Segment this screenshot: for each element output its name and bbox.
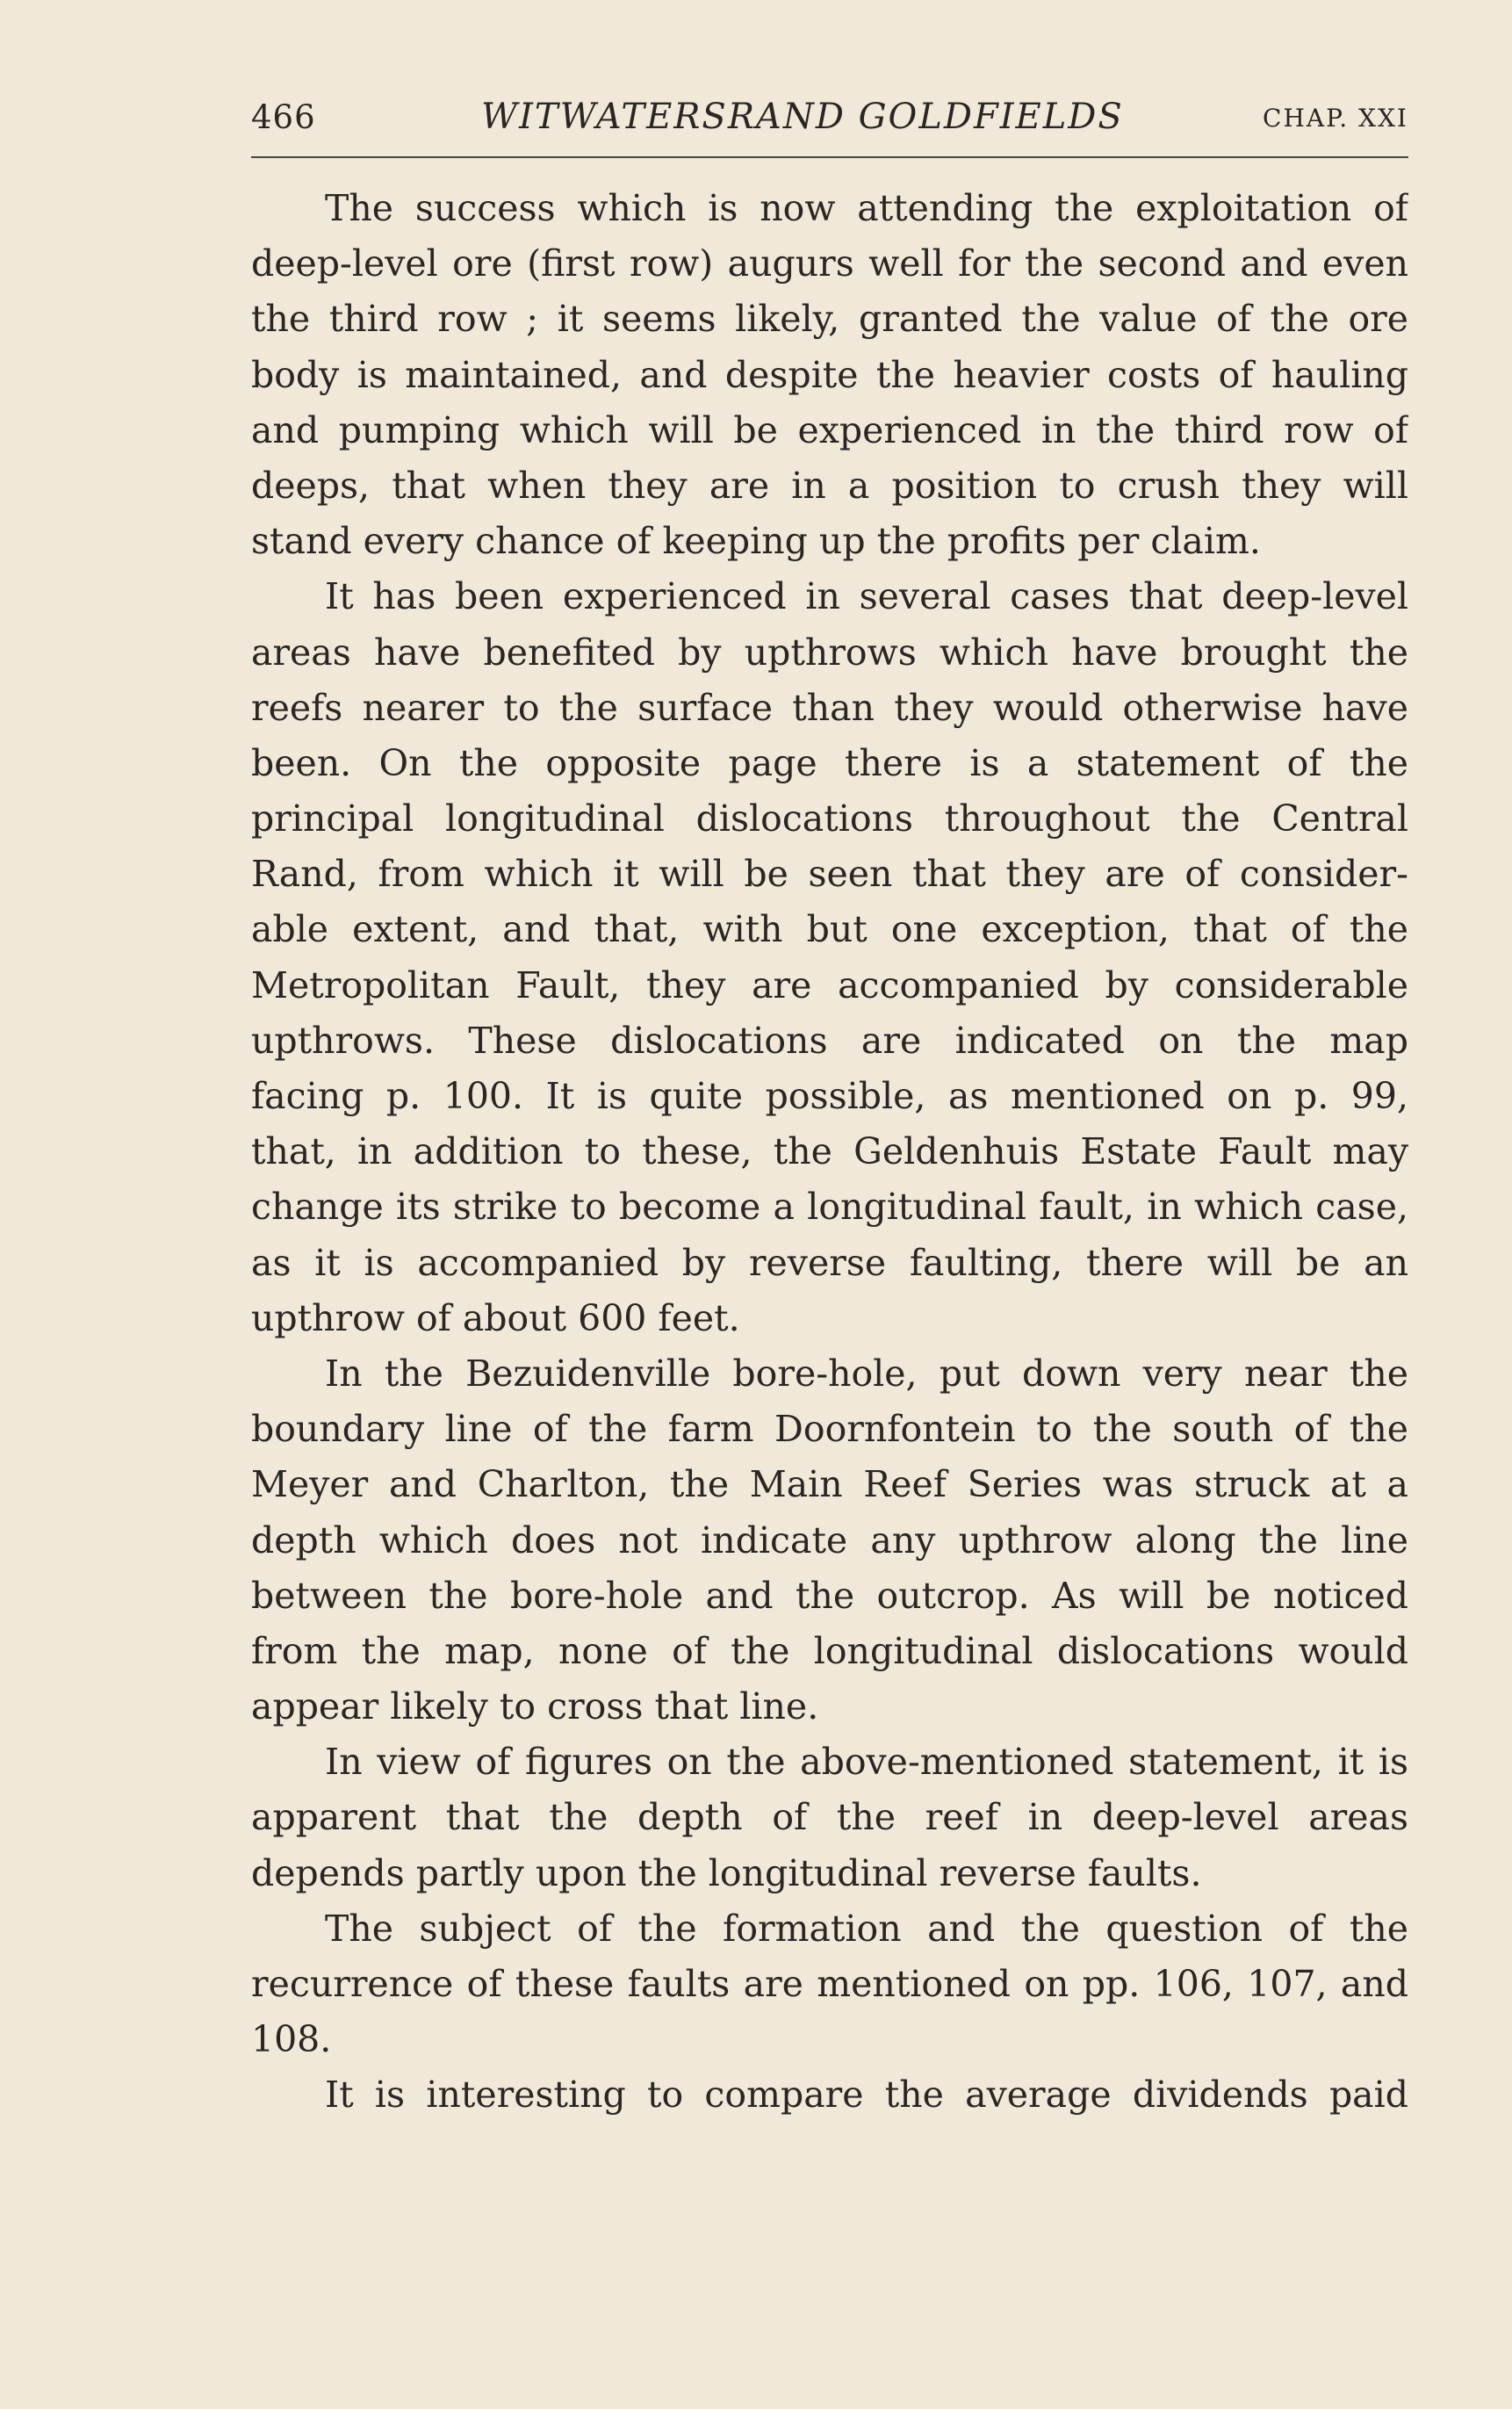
book-title: WITWATERSRAND GOLDFIELDS [481, 97, 1124, 137]
text-line: boundary line of the farm Doornfontein to the south of the [251, 1408, 1408, 1451]
text-line: and pumping which will be experienced in the third row of [251, 408, 1408, 451]
text-line: from the map, none of the longitudinal dislocations would [251, 1629, 1408, 1672]
text-line: In view of figures on the above-mentioned statement, it is [325, 1741, 1408, 1784]
page-number: 466 [251, 98, 316, 136]
body-text [251, 181, 1408, 2124]
text-line: Metropolitan Fault, they are accompanied by considerable [251, 963, 1408, 1006]
text-line: stand every chance of keeping up the profits per claim. [251, 520, 1261, 563]
text-line: that, in addition to these, the Geldenhuis Estate Fault may [251, 1130, 1408, 1173]
text-line: The success which is now attending the exploitation of [325, 187, 1408, 229]
text-line: deep-level ore (first row) augurs well for the second and even [251, 242, 1408, 285]
text-line: deeps, that when they are in a position to crush they will [251, 464, 1408, 507]
running-head [251, 98, 1408, 144]
text-line: It is interesting to compare the average dividends paid [325, 2074, 1408, 2117]
text-line: between the bore-hole and the outcrop. As will be noticed [251, 1574, 1408, 1617]
text-line: Meyer and Charlton, the Main Reef Series was struck at a [251, 1463, 1408, 1506]
text-line: reefs nearer to the surface than they would otherwise have [251, 686, 1408, 729]
text-line: change its strike to become a longitudinal fault, in which case, [251, 1186, 1408, 1229]
text-line: apparent that the depth of the reef in deep-level areas [251, 1796, 1408, 1839]
text-line: been. On the opposite page there is a statement of the [251, 741, 1408, 784]
text-line: Rand, from which it will be seen that they are of consider- [251, 853, 1408, 896]
text-line: the third row ; it seems likely, granted the value of the ore [251, 298, 1408, 341]
text-line: It has been experienced in several cases that deep-level [325, 575, 1408, 618]
text-line: depth which does not indicate any upthrow along the line [251, 1518, 1408, 1562]
text-line: depends partly upon the longitudinal reverse faults. [251, 1851, 1202, 1894]
text-line: areas have benefited by upthrows which have brought the [251, 631, 1408, 674]
text-line: upthrow of about 600 feet. [251, 1296, 740, 1339]
text-line: recurrence of these faults are mentioned on pp. 106, 107, and [251, 1963, 1408, 2005]
text-line: appear likely to cross that line. [251, 1685, 819, 1728]
text-line: In the Bezuidenville bore-hole, put down very near the [325, 1352, 1408, 1395]
text-line: body is maintained, and despite the heavier costs of hauling [251, 353, 1408, 396]
chapter-label: CHAP. XXI [1263, 104, 1408, 133]
text-line: 108. [251, 2018, 332, 2061]
text-line: facing p. 100. It is quite possible, as mentioned on p. 99, [251, 1075, 1408, 1117]
text-line: able extent, and that, with but one exception, that of the [251, 908, 1408, 951]
text-line: principal longitudinal dislocations throughout the Central [251, 797, 1408, 840]
header-rule [251, 156, 1408, 158]
text-line: as it is accompanied by reverse faulting, there will be an [251, 1241, 1408, 1284]
text-line: upthrows. These dislocations are indicated on the map [251, 1019, 1408, 1062]
text-line: The subject of the formation and the question of the [325, 1907, 1408, 1950]
